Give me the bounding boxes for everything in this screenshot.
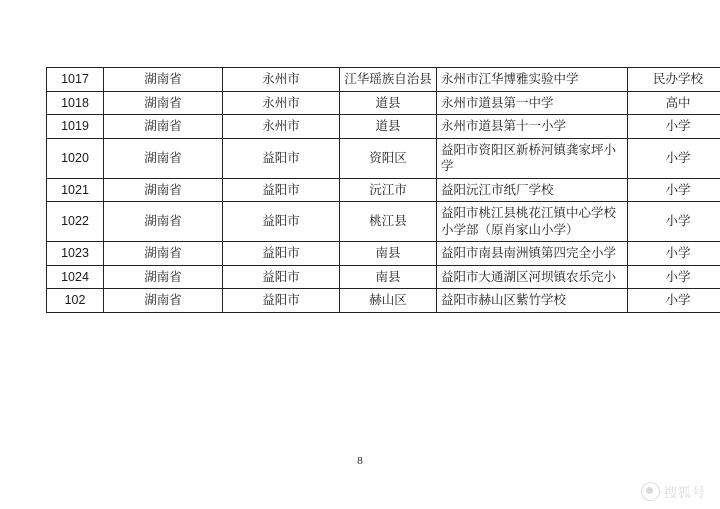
table-row [47, 178, 720, 202]
cell-id: 102 [47, 289, 104, 313]
cell-county: 资阳区 [340, 138, 437, 178]
cell-school: 益阳市南县南洲镇第四完全小学 [437, 242, 628, 266]
cell-school: 永州市道县第一中学 [437, 91, 628, 115]
cell-type: 小学 [628, 178, 720, 202]
cell-id: 1022 [47, 202, 104, 242]
cell-province: 湖南省 [104, 68, 223, 92]
cell-county: 南县 [340, 242, 437, 266]
watermark [641, 482, 706, 501]
cell-province: 湖南省 [104, 242, 223, 266]
cell-id: 1017 [47, 68, 104, 92]
cell-province: 湖南省 [104, 265, 223, 289]
cell-county: 沅江市 [340, 178, 437, 202]
cell-type: 小学 [628, 138, 720, 178]
table-row [47, 289, 720, 313]
cell-county: 道县 [340, 91, 437, 115]
cell-school: 益阳市桃江县桃花江镇中心学校小学部（原肖家山小学） [437, 202, 628, 242]
table-body [47, 68, 720, 313]
page-number: 8 [357, 455, 363, 467]
table-row [47, 115, 720, 139]
cell-school: 益阳市大通湖区河坝镇农乐完小 [437, 265, 628, 289]
cell-province: 湖南省 [104, 289, 223, 313]
cell-id: 1019 [47, 115, 104, 139]
cell-province: 湖南省 [104, 202, 223, 242]
table-row [47, 91, 720, 115]
school-list-table [46, 67, 720, 313]
cell-school: 永州市道县第十一小学 [437, 115, 628, 139]
cell-county: 桃江县 [340, 202, 437, 242]
cell-school: 益阳市资阳区新桥河镇龚家坪小学 [437, 138, 628, 178]
cell-city: 永州市 [223, 91, 340, 115]
cell-county: 赫山区 [340, 289, 437, 313]
cell-type: 小学 [628, 289, 720, 313]
cell-school: 益阳市赫山区紫竹学校 [437, 289, 628, 313]
cell-city: 益阳市 [223, 138, 340, 178]
cell-type: 小学 [628, 115, 720, 139]
cell-city: 益阳市 [223, 178, 340, 202]
cell-city: 益阳市 [223, 242, 340, 266]
cell-type: 小学 [628, 202, 720, 242]
table-row [47, 202, 720, 242]
cell-type: 小学 [628, 265, 720, 289]
cell-city: 永州市 [223, 68, 340, 92]
cell-county: 道县 [340, 115, 437, 139]
cell-province: 湖南省 [104, 178, 223, 202]
circle-logo-icon [641, 482, 660, 501]
cell-city: 永州市 [223, 115, 340, 139]
table-row [47, 265, 720, 289]
cell-type: 小学 [628, 242, 720, 266]
school-list-table-container [46, 67, 703, 313]
cell-city: 益阳市 [223, 265, 340, 289]
cell-school: 永州市江华博雅实验中学 [437, 68, 628, 92]
cell-school: 益阳沅江市纸厂学校 [437, 178, 628, 202]
cell-city: 益阳市 [223, 289, 340, 313]
cell-province: 湖南省 [104, 115, 223, 139]
cell-type: 高中 [628, 91, 720, 115]
watermark-label: 搜狐号 [663, 485, 706, 500]
cell-type: 民办学校 [628, 68, 720, 92]
cell-city: 益阳市 [223, 202, 340, 242]
table-row [47, 138, 720, 178]
cell-id: 1024 [47, 265, 104, 289]
cell-county: 南县 [340, 265, 437, 289]
cell-id: 1021 [47, 178, 104, 202]
table-row [47, 68, 720, 92]
cell-province: 湖南省 [104, 138, 223, 178]
cell-id: 1023 [47, 242, 104, 266]
cell-county: 江华瑶族自治县 [340, 68, 437, 92]
cell-id: 1020 [47, 138, 104, 178]
cell-province: 湖南省 [104, 91, 223, 115]
cell-id: 1018 [47, 91, 104, 115]
table-row [47, 242, 720, 266]
